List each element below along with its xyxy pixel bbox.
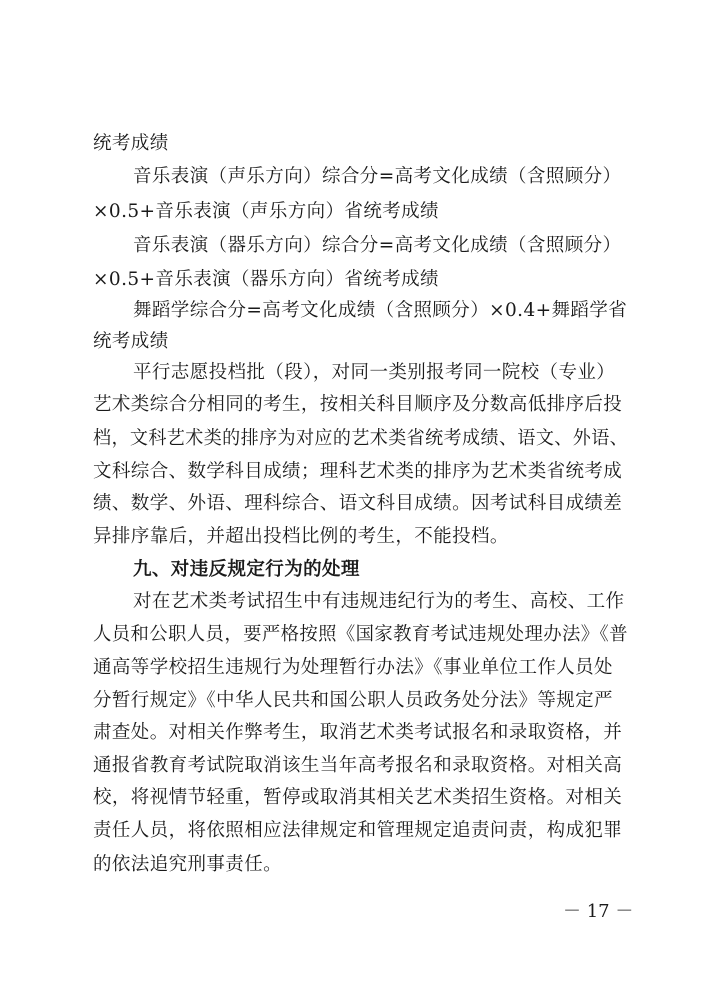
text-line: ×0.5+音乐表演（器乐方向）省统考成绩 — [93, 269, 439, 290]
text-line: 责任人员，将依照相应法律规定和管理规定追责问责，构成犯罪 — [93, 820, 623, 841]
text-line: 音乐表演（声乐方向）综合分=高考文化成绩（含照顾分） — [133, 166, 622, 187]
text-line: 的依法追究刑事责任。 — [93, 854, 283, 875]
text-line: 通高等学校招生违规行为处理暂行办法》《事业单位工作人员处 — [93, 657, 613, 678]
text-line: 人员和公职人员，要严格按照《国家教育考试违规处理办法》《普 — [93, 624, 628, 645]
text-line: 统考成绩 — [93, 133, 169, 154]
text-line: 校，将视情节轻重，暂停或取消其相关艺术类招生资格。对相关 — [93, 787, 623, 808]
text-line: 肃查处。对相关作弊考生，取消艺术类考试报名和录取资格，并 — [93, 722, 623, 743]
text-line: 文科综合、数学科目成绩；理科艺术类的排序为艺术类省统考成 — [93, 461, 623, 482]
text-line: 平行志愿投档批（段），对同一类别报考同一院校（专业） — [133, 362, 616, 383]
text-line: 对在艺术类考试招生中有违规违纪行为的考生、高校、工作 — [133, 591, 625, 612]
text-line: 绩、数学、外语、理科综合、语文科目成绩。因考试科目成绩差 — [93, 493, 623, 514]
text-line: 通报省教育考试院取消该生当年高考报名和录取资格。对相关高 — [93, 755, 623, 776]
section-heading: 九、对违反规定行为的处理 — [133, 559, 360, 580]
text-line: 音乐表演（器乐方向）综合分=高考文化成绩（含照顾分） — [133, 235, 622, 256]
text-line: 档，文科艺术类的排序为对应的艺术类省统考成绩、语文、外语、 — [93, 428, 629, 449]
text-line: 统考成绩 — [93, 331, 169, 352]
text-line: 艺术类综合分相同的考生，按相关科目顺序及分数高低排序后投 — [93, 394, 623, 415]
text-line: ×0.5+音乐表演（声乐方向）省统考成绩 — [93, 201, 439, 222]
page-number: － 17 － — [563, 901, 634, 922]
text-line: 舞蹈学综合分=高考文化成绩（含照顾分）×0.4+舞蹈学省 — [133, 300, 628, 321]
text-line: 异排序靠后，并超出投档比例的考生，不能投档。 — [93, 526, 509, 547]
text-line: 分暂行规定》《中华人民共和国公职人员政务处分法》等规定严 — [93, 690, 613, 711]
